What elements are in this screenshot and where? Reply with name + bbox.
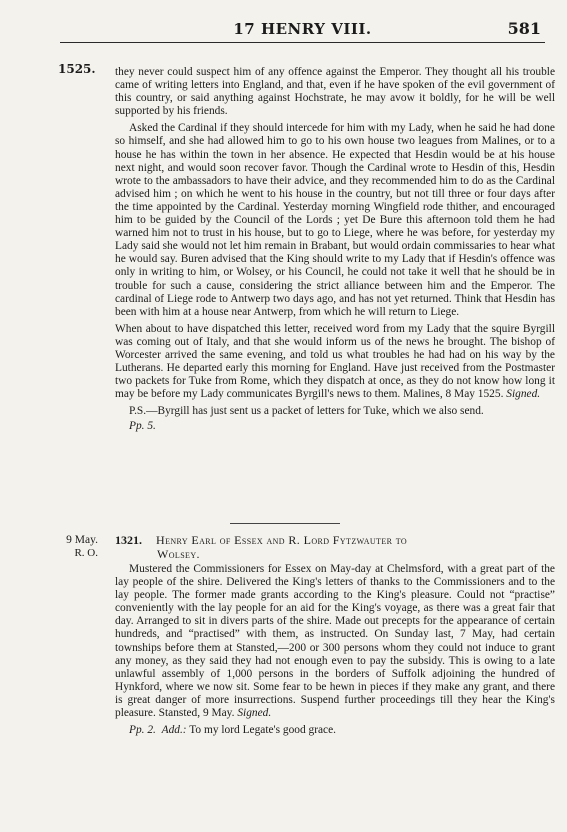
paragraph: they never could suspect him of any offence against the Emperor. They thought all his trouble came of writing letters into England, and that, even if he have spoken of the evil government of this country, or said anything against Hochstrate, he may avow it boldly, for he will be well supported by his friends. xyxy=(115,66,555,118)
entry-date: 9 May. xyxy=(66,534,98,546)
signed-mark: Signed. xyxy=(237,707,272,720)
entry-heading xyxy=(115,533,555,561)
entry-title-cont: Wolsey. xyxy=(157,547,200,561)
entry-source: R. O. xyxy=(74,547,98,559)
postscript: P.S.—Byrgill has just sent us a packet of letters for Tuke, which we also send. xyxy=(129,405,484,418)
section-divider xyxy=(230,523,340,524)
paragraph: When about to have dispatched this letter, received word from my Lady that the squire Byrgill was coming out of Italy, and that she would inform us of the news he brought. The bishop of Worcester arrived the same evening, and told us what troubles he had had on his way by the Lutherans. He departed early this morning for England. Have just received from the Postmaster two packets for Tuke from Rome, which they dispatch at once, as they do not know how long it may be before my Lady communicates Byrgill's news to them. Malines, 8 May 1525. Signed. xyxy=(115,322,555,401)
page-count: Pp. 5. xyxy=(129,420,156,433)
entry-title: Henry Earl of Essex and R. Lord Fytzwauter to xyxy=(156,533,408,547)
signed-mark: Signed. xyxy=(506,388,541,401)
paragraph: Asked the Cardinal if they should intercede for him with my Lady, when he said he had done so himself, and she had allowed him to go to his own house two leagues from Malines, or to a house he has within the town in her absence. He expected that Hesdin would be at his house next night, and would soon recover favor. Though the Cardinal wrote to Hesdin of this, Hesdin wrote to the ambassadors to have their advice, and they recommended him to do as the Cardinal advised him ; on which he went to his house in the country, but not till three or four days after the time appointed by the Cardinal. Yesterday morning Wingfield rode thither, and encouraged him to be guided by the Council of the Lords ; yet De Bure this afternoon told them he had warned him not to trust in his house, but to go to Liege, where he was before, for yesterday my Lady said she would not let him remain in Brabant, but would ordain commissaries to hear what he would say. Buren advised that the King should write to my Lady that if Hesdin's offence was only in writing to him, or Wolsey, or his Council, he could not take it well that he should be in trouble for such a cause, considering the strict alliance between him and the Emperor. The cardinal of Liege rode to Antwerp two days ago, and has not yet returned. Think that Hesdin has been with him at a house near Antwerp, from which he will return to Liege. xyxy=(115,122,555,318)
page-number: 581 xyxy=(507,19,541,38)
entry-margin xyxy=(48,534,98,560)
running-header xyxy=(60,16,545,43)
letter-continuation xyxy=(115,66,555,438)
margin-year: 1525. xyxy=(58,62,96,76)
entry-footer: Pp. 2. Add.: To my lord Legate's good grace. xyxy=(129,724,337,737)
entry-number: 1321. xyxy=(115,533,142,547)
header-title: 17 HENRY VIII. xyxy=(233,20,372,38)
entry-body xyxy=(115,563,555,741)
paragraph: Mustered the Commissioners for Essex on May-day at Chelmsford, with a great part of the lay people of the shire. Delivered the King's letters of thanks to the Commissioners and to the lay people. The former made grants according to the King's pleasure. Could not “practise” conveniently with the lay people for an aid for the King's voyage, as there was a great fair that day. Arranged to sit in divers parts of the shire. Made out precepts for the appearance of certain hundreds, and “practised” with them, as instructed. On Sunday last, 7 May, had certain townships before them at Stansted,—200 or 300 persons whom they could not induce to grant any money, as they said they had not enough even to pay the subsidy. This is owing to a late unlawful assembly of 1,000 persons in the borders of Suffolk adjoining the hundred of Hynkford, where we now sit. Some fear to be hewn in pieces if they make any grant, and there is great danger of more insurrections. Suspend further proceedings till they hear the King's pleasure. Stansted, 9 May. Signed. xyxy=(115,563,555,720)
